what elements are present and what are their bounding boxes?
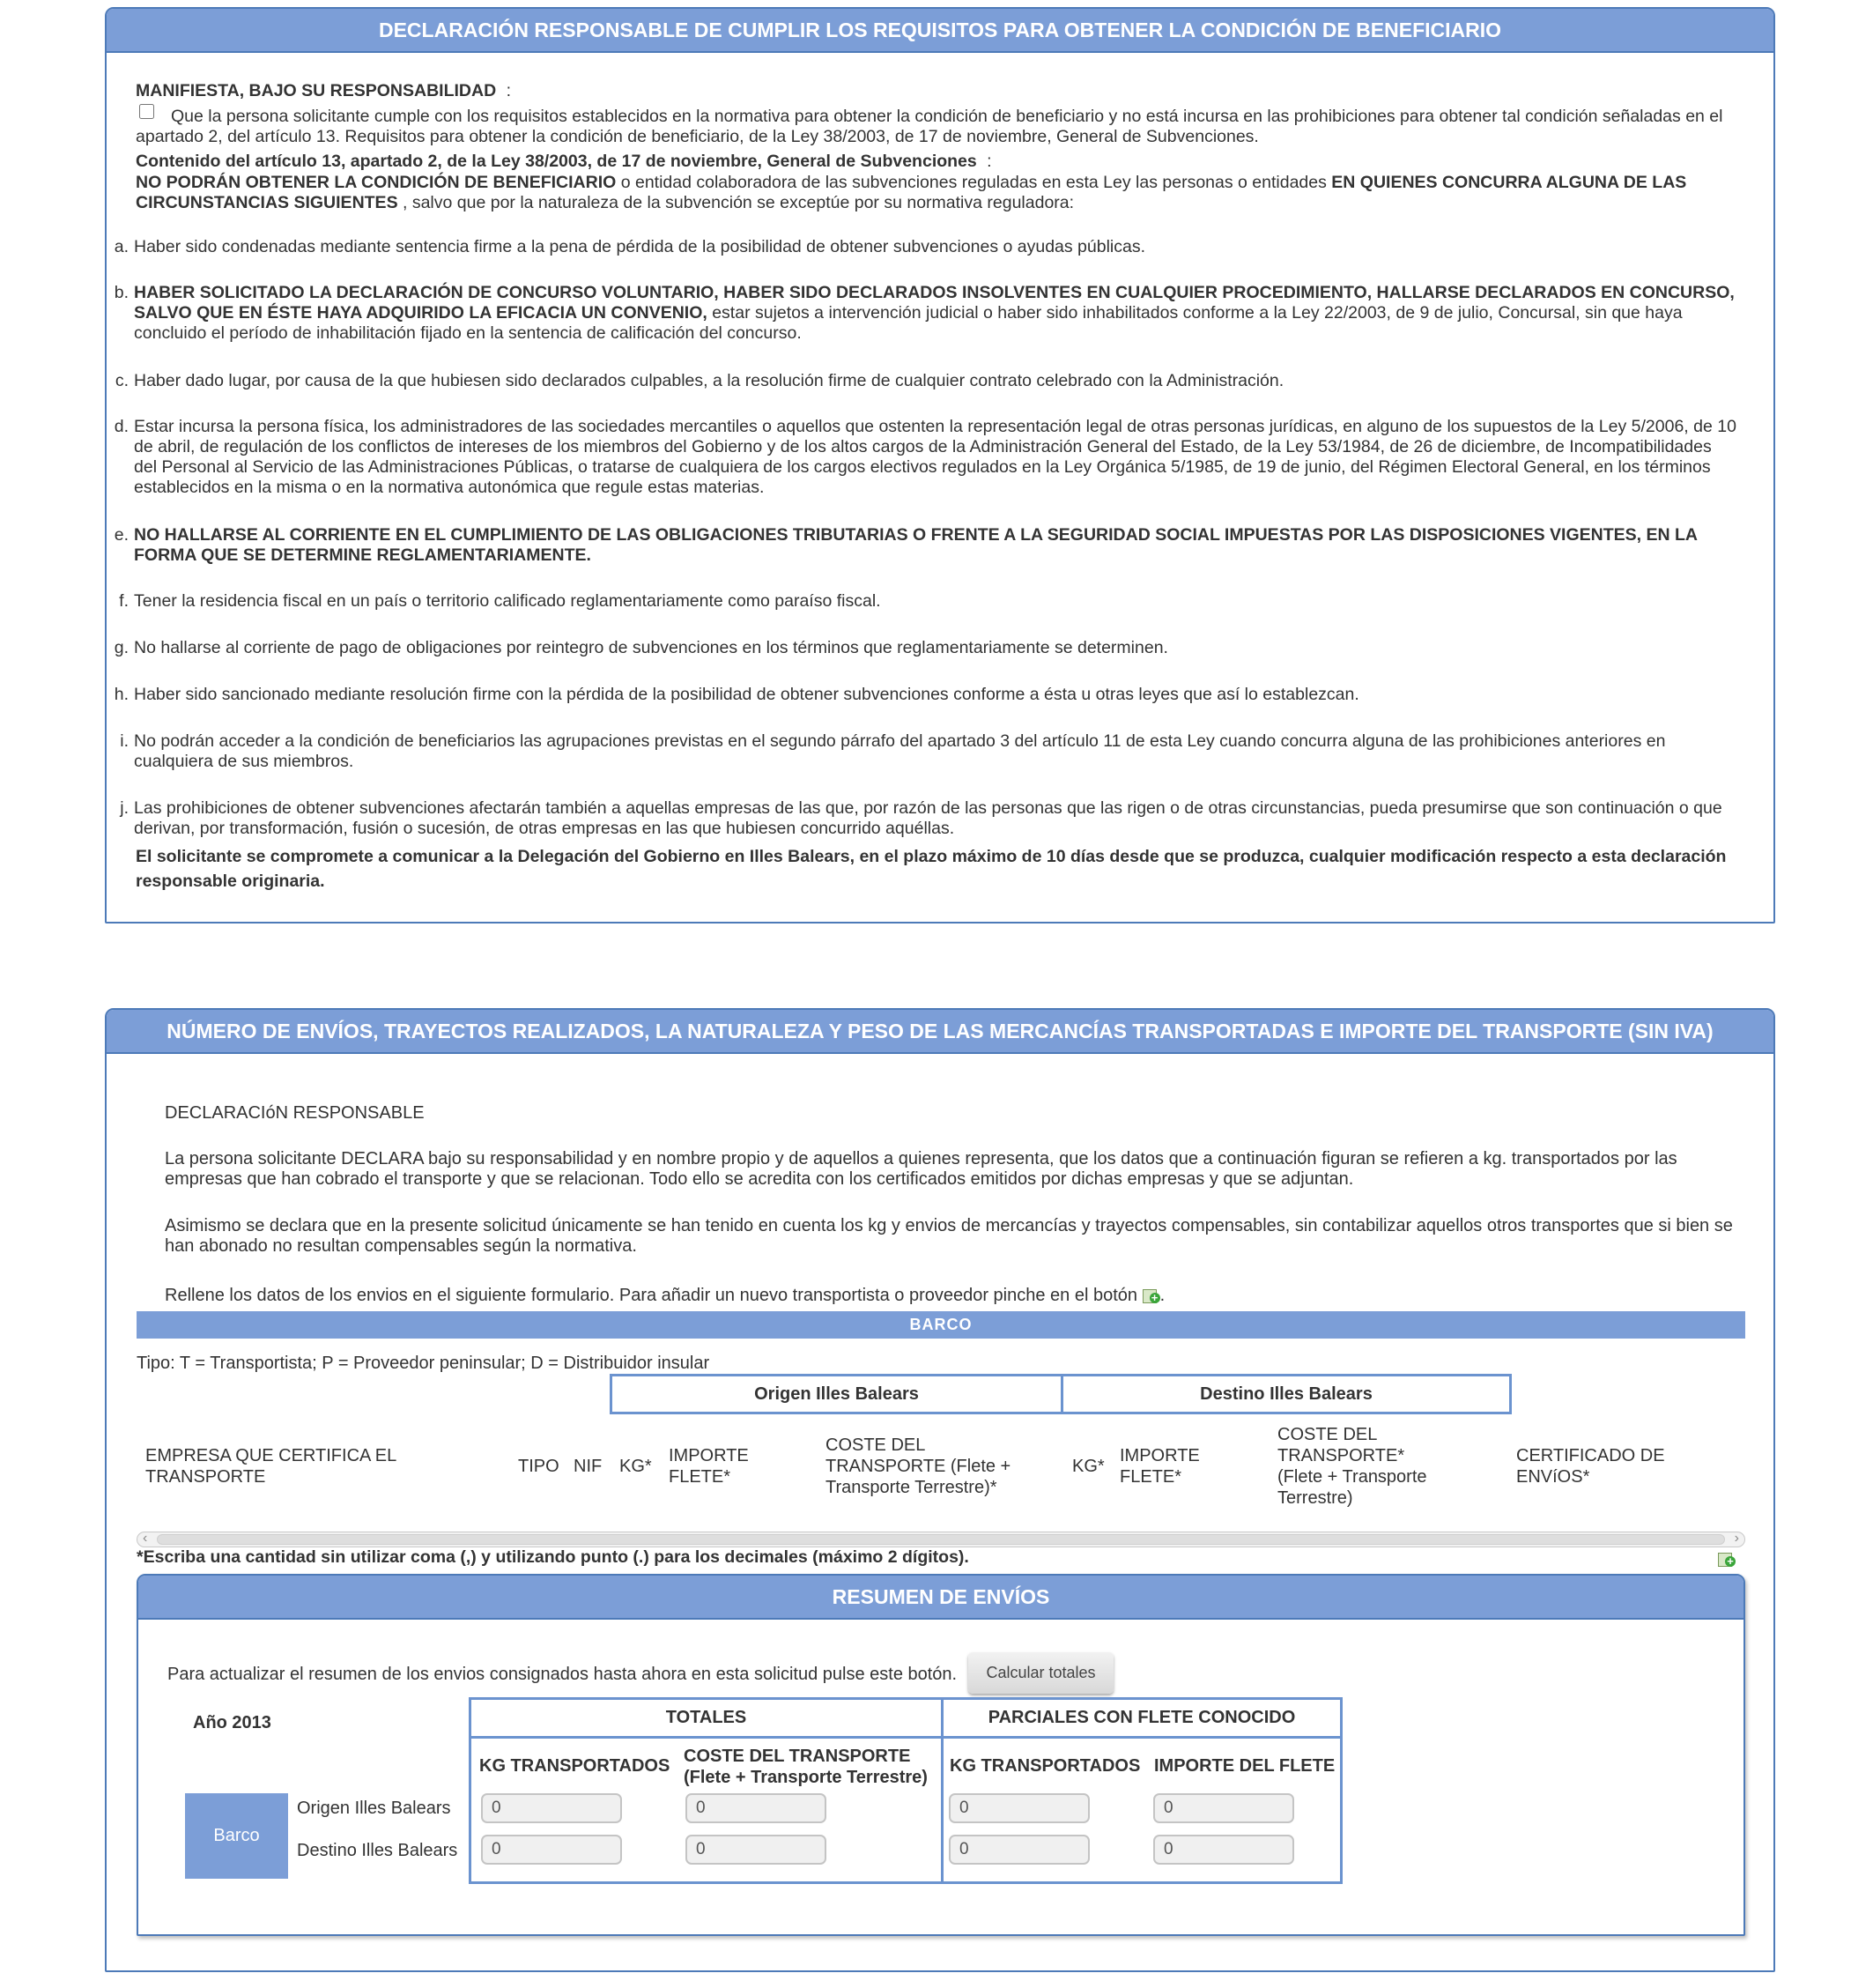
list-item-e	[114, 525, 1739, 566]
intro-bold-1: NO PODRÁN OBTENER LA CONDICIÓN DE BENEFICIARIO	[136, 173, 617, 192]
col-kg-origen: KG*	[619, 1457, 652, 1476]
destino-importe-parciales-field[interactable]: 0	[1153, 1835, 1294, 1865]
destino-group-label: Destino Illes Balears	[1200, 1384, 1373, 1404]
declaracion-heading: DECLARACIóN RESPONSABLE	[165, 1103, 425, 1123]
rellene-text: Rellene los datos de los envios en el siguiente formulario. Para añadir un nuevo transportista o proveedor pinche en el botón	[165, 1286, 1138, 1305]
list-letter: c.	[115, 371, 129, 390]
intro-bold-2: EN QUIENES CONCURRA ALGUNA DE LAS CIRCUNSTANCIAS SIGUIENTES	[136, 173, 1687, 212]
list-text: Haber sido sancionado mediante resolución firme con la pérdida de la posibilidad de obtener subvenciones conforme a ésta u otras leyes que así lo establezcan.	[134, 685, 1359, 704]
col-certificado: CERTIFICADO DE ENVíOS*	[1516, 1446, 1665, 1487]
destino-coste-totales-field[interactable]: 0	[685, 1835, 826, 1865]
list-text: No podrán acceder a la condición de beneficiarios las agrupaciones previstas en el segundo párrafo del apartado 3 del artículo 11 de esta Ley cuando concurra alguna de las prohibiciones anteriores en cualquiera de sus miembros.	[134, 731, 1666, 771]
parciales-header: PARCIALES CON FLETE CONOCIDO	[988, 1708, 1296, 1727]
manifiesta-colon: :	[506, 81, 512, 100]
destino-kg-parciales-field[interactable]: 0	[949, 1835, 1090, 1865]
intro-text-1: o entidad colaboradora de las subvenciones reguladas en esta Ley las personas o entidades	[616, 173, 1332, 192]
list-bold: HABER SOLICITADO LA DECLARACIÓN DE CONCURSO VOLUNTARIO, HABER SIDO DECLARADOS INSOLVENTES EN CUALQUIER PROCEDIMIENTO, HALLARSE DECLARADOS EN CONCURSO, SALVO QUE EN ÉSTE HAYA ADQUIRIDO LA EFICACIA UN CONVENIO,	[134, 283, 1735, 323]
origen-coste-totales-field[interactable]: 0	[685, 1793, 826, 1823]
asimismo-paragraph: Asimismo se declara que en la presente solicitud únicamente se han tenido en cuenta los kg y envios de mercancías y trayectos compensables, sin contabilizar aquellos otros transportes que si bien se han abonado no resultan compensables según la normativa.	[165, 1216, 1733, 1256]
destino-row-label: Destino Illes Balears	[297, 1841, 458, 1860]
origen-importe-parciales-field[interactable]: 0	[1153, 1793, 1294, 1823]
parciales-divider	[941, 1736, 1343, 1739]
col-kg-destino: KG*	[1072, 1457, 1105, 1476]
add-transportista-icon[interactable]: +	[1143, 1287, 1160, 1305]
rellene-end: .	[1159, 1286, 1166, 1305]
list-item-d	[114, 417, 1739, 498]
resumen-title: RESUMEN DE ENVÍOS	[138, 1576, 1743, 1620]
col-coste-origen: COSTE DEL TRANSPORTE (Flete + Transporte Terrestre)*	[825, 1435, 1011, 1497]
add-row-icon[interactable]: +	[1718, 1551, 1736, 1569]
decimal-note: *Escriba una cantidad sin utilizar coma (,) y utilizando punto (.) para los decimales (máximo 2 dígitos).	[137, 1547, 969, 1567]
destino-kg-totales-field[interactable]: 0	[481, 1835, 622, 1865]
scroll-right-icon[interactable]: ›	[1734, 1531, 1739, 1546]
barco-section-bar: BARCO	[137, 1311, 1745, 1339]
manifiesta-label: MANIFIESTA, BAJO SU RESPONSABILIDAD	[136, 81, 497, 100]
list-item-c	[115, 371, 1739, 391]
calcular-totales-button[interactable]: Calcular totales	[968, 1652, 1114, 1694]
kg-transportados-header: KG TRANSPORTADOS	[479, 1756, 670, 1776]
list-item-a	[114, 237, 1739, 257]
requisitos-text: Que la persona solicitante cumple con los requisitos establecidos en la normativa para obtener la condición de beneficiario y no está incursa en las prohibiciones para obtener tal condición señaladas en el apartado 2, del artículo 13. Requisitos para obtener la condición de beneficiario, de la Ley 38/2003, de 17 de noviembre, General de Subvenciones.	[136, 107, 1723, 146]
list-letter: j.	[120, 798, 129, 818]
col-importe-origen: IMPORTE FLETE*	[669, 1446, 749, 1487]
declaracion-title: DECLARACIÓN RESPONSABLE DE CUMPLIR LOS REQUISITOS PARA OBTENER LA CONDICIÓN DE BENEFICIARIO	[107, 9, 1773, 53]
intro-text-2: , salvo que por la naturaleza de la subvención se exceptúe por su normativa reguladora:	[397, 193, 1075, 212]
col-tipo: TIPO	[518, 1457, 559, 1476]
list-item-i	[120, 731, 1739, 772]
tipo-legend: Tipo: T = Transportista; P = Proveedor peninsular; D = Distribuidor insular	[137, 1354, 710, 1373]
scroll-left-icon[interactable]: ‹	[143, 1531, 148, 1546]
contenido-colon: :	[987, 152, 992, 171]
horizontal-scrollbar[interactable]	[137, 1532, 1745, 1547]
list-item-h	[114, 685, 1739, 705]
list-text: Estar incursa la persona física, los administradores de las sociedades mercantiles o aquellos que ostenten la representación legal de otras personas jurídicas, en alguno de los supuestos de la Ley 5/2006, de 10 de abril, de regulación de los conflictos de intereses de los miembros del Gobierno y de los altos cargos de la Administración General del Estado, de la Ley 53/1984, de 26 de diciembre, de Incompatibilidades del Personal al Servicio de las Administraciones Públicas, o tratarse de cualquiera de los cargos electivos regulados en la Ley Orgánica 5/1985, de 19 de junio, del Régimen Electoral General, en los términos establecidos en la misma o en la normativa autonómica que regule estas materias.	[134, 417, 1736, 497]
list-letter: b.	[114, 283, 129, 302]
col-empresa: EMPRESA QUE CERTIFICA EL TRANSPORTE	[145, 1446, 396, 1487]
list-letter: a.	[114, 237, 129, 256]
list-bold: NO HALLARSE AL CORRIENTE EN EL CUMPLIMIENTO DE LAS OBLIGACIONES TRIBUTARIAS O FRENTE A LA SEGURIDAD SOCIAL IMPUESTAS POR LAS DISPOSICIONES VIGENTES, EN LA FORMA QUE SE DETERMINE REGLAMENTARIAMENTE.	[134, 525, 1698, 565]
scroll-thumb[interactable]	[157, 1534, 1725, 1545]
rellene-paragraph	[165, 1285, 1742, 1306]
list-letter: f.	[119, 591, 129, 611]
kg-transportados-parciales-header: KG TRANSPORTADOS	[950, 1756, 1141, 1776]
list-text: No hallarse al corriente de pago de obligaciones por reintegro de subvenciones en los términos que reglamentariamente se determinen.	[134, 638, 1168, 657]
list-item-f	[119, 591, 1739, 612]
envios-title: NÚMERO DE ENVÍOS, TRAYECTOS REALIZADOS, LA NATURALEZA Y PESO DE LAS MERCANCÍAS TRANSPORTADAS E IMPORTE DEL TRANSPORTE (SIN IVA)	[107, 1010, 1773, 1054]
manifiesta-line	[136, 81, 1739, 101]
list-text: Tener la residencia fiscal en un país o territorio calificado reglamentariamente como paraíso fiscal.	[134, 591, 881, 611]
origen-kg-parciales-field[interactable]: 0	[949, 1793, 1090, 1823]
contenido-label-line	[136, 152, 1739, 172]
intro-paragraph	[136, 173, 1741, 213]
list-letter: d.	[114, 417, 129, 436]
importe-flete-header: IMPORTE DEL FLETE	[1154, 1756, 1336, 1776]
list-text: Haber dado lugar, por causa de la que hubiesen sido declarados culpables, a la resolución firme de cualquier contrato celebrado con la Administración.	[134, 371, 1284, 390]
list-letter: e.	[114, 525, 129, 545]
list-letter: i.	[120, 731, 129, 751]
list-item-b	[114, 283, 1739, 344]
list-letter: g.	[114, 638, 129, 657]
origen-row-label: Origen Illes Balears	[297, 1799, 451, 1818]
origen-kg-totales-field[interactable]: 0	[481, 1793, 622, 1823]
compromiso-text: El solicitante se compromete a comunicar a la Delegación del Gobierno en Illes Balears, en el plazo máximo de 10 días desde que se produzca, cualquier modificación respecto a esta declaración responsable originaria.	[136, 847, 1727, 891]
resumen-year: Año 2013	[193, 1713, 271, 1732]
col-nif: NIF	[574, 1457, 603, 1476]
origen-group-label: Origen Illes Balears	[754, 1384, 919, 1404]
coste-transporte-header: COSTE DEL TRANSPORTE (Flete + Transporte Terrestre)	[684, 1747, 928, 1787]
totales-divider	[469, 1736, 944, 1739]
list-letter: h.	[114, 685, 129, 704]
list-item-j	[120, 798, 1739, 839]
list-text: Haber sido condenadas mediante sentencia firme a la pena de pérdida de la posibilidad de obtener subvenciones o ayudas públicas.	[134, 237, 1146, 256]
totales-header: TOTALES	[665, 1708, 747, 1727]
barco-label-cell: Barco	[185, 1793, 288, 1879]
list-item-g	[114, 638, 1739, 658]
contenido-label: Contenido del artículo 13, apartado 2, de la Ley 38/2003, de 17 de noviembre, General de Subvenciones	[136, 152, 977, 171]
list-text: Las prohibiciones de obtener subvenciones afectarán también a aquellas empresas de las que, por razón de las personas que las rigen o de otras circunstancias, pueda presumirse que son continuación o que derivan, por transformación, fusión o sucesión, de otras empresas en las que hubiesen concurrido aquéllas.	[134, 798, 1722, 838]
list-text: estar sujetos a intervención judicial o haber sido inhabilitados conforme a la Ley 22/2003, de 9 de julio, Concursal, sin que haya concluido el período de inhabilitación fijado en la sentencia de calificación del concurso.	[134, 303, 1683, 343]
declara-paragraph: La persona solicitante DECLARA bajo su responsabilidad y en nombre propio y de aquellos a quienes representa, que los datos que a continuación figuran se refieren a kg. transportados por las empresas que han cobrado el transporte y que se relacionan. Todo ello se acredita con los certificados emitidos por dichas empresas y que se adjuntan.	[165, 1149, 1677, 1189]
col-importe-destino: IMPORTE FLETE*	[1120, 1446, 1200, 1487]
resumen-instruction: Para actualizar el resumen de los envios consignados hasta ahora en esta solicitud pulse este botón.	[167, 1665, 958, 1684]
col-coste-destino: COSTE DEL TRANSPORTE* (Flete + Transporte Terrestre)	[1277, 1425, 1427, 1508]
